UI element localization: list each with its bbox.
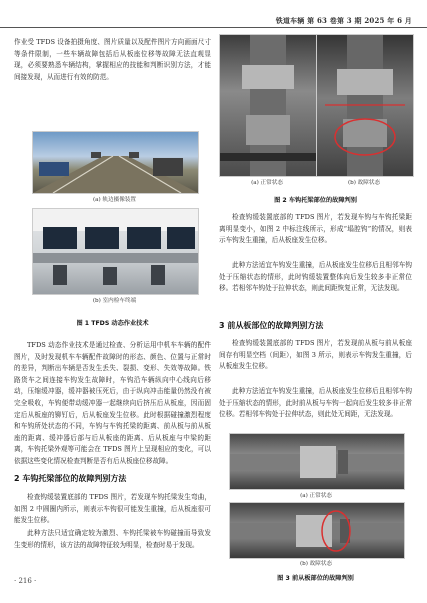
fig2b-coupler-illustration bbox=[317, 35, 413, 176]
fig2a-subcaption: (a) 正常状态 bbox=[251, 180, 283, 186]
paragraph-tfds-technique: TFDS 动态作业技术是通过检查、分析运用中机车车辆的配件图片，及时发现机车车辆配件故障时的形态、颜色、位置与正常时的差异，判断出车辆是否发生丢失、裂损、变形、失效等故障。铁路货车之间连接车钩发生故障时，车钩沿车辆纵向中心线向后移动，压缩缓冲器，缓冲器被压死后，由于纵向冲击能量仍然没有被完全吸收，车钩便带动缓冲器一起继续向后挤压后从板座，因而固定后从板座的铆钉后，后从板座发生位移。此时根据碰撞激烈程度和车钩所处状态的不同，车钩与车钩托梁的距离、前从板与前从板座的距离、缓冲器后部与后从板座的距离、后从板座与中梁的距离，车钩托梁外观等可能会在 TFDS 图片上呈现相应的变化，可以依据这些变化情况检查判断是否有后从板座位移故障。 bbox=[14, 341, 211, 465]
fig2-caption: 图 2 车钩托梁部位的故障判别 bbox=[274, 197, 357, 204]
fig3b-subcaption: (b) 故障状态 bbox=[299, 561, 333, 567]
section-2-heading: 2 车钩托梁部位的故障判别方法 bbox=[14, 474, 127, 483]
paragraph-sec2-d: 此种方法适宜车钩发生重撞，后从板座发生位移后且相邻车钩处于压缩状态的情形，此时钩缓装置整体向后发生较多非正常位移。若相邻车钩处于拉伸状态，则此间距恢复正常，无法发现。 bbox=[219, 261, 412, 293]
fig2b-subcaption: (b) 故障状态 bbox=[347, 180, 381, 186]
header-rule bbox=[0, 27, 427, 28]
fig1a-trackside-camera-photo bbox=[32, 131, 199, 194]
paragraph-sec2-b: 此种方法只适宜确定较为激烈、车钩托梁被车钩碰撞而导致发生变形的情形，该方法的故障特征较为明显，检查时易于发现。 bbox=[14, 529, 211, 549]
fig3a-subcaption: (a) 正常状态 bbox=[300, 493, 332, 499]
fig1b-indoor-terminal-photo bbox=[32, 208, 199, 295]
fig3-caption: 图 3 前从板部位的故障判别 bbox=[277, 575, 354, 582]
fig1-caption: 图 1 TFDS 动态作业技术 bbox=[76, 320, 149, 327]
fig1b-subcaption: (b) 室内检车终端 bbox=[92, 298, 137, 304]
fig2a-normal-photo bbox=[219, 34, 317, 177]
page-number: · 216 · bbox=[14, 577, 37, 585]
fig3a-draft-gear-illustration bbox=[230, 434, 404, 489]
fig2a-coupler-illustration bbox=[220, 35, 316, 176]
fig2b-fault-photo bbox=[316, 34, 414, 177]
trackside-scene-illustration bbox=[33, 132, 198, 193]
fig3b-draft-gear-illustration bbox=[230, 503, 404, 558]
paragraph-sec2-c: 检查钩缓装置底部的 TFDS 图片，若发现车钩与车钩托梁距离明显变小，如图 2 中标注线所示，形成“塌腔钩”的情况，则表示车钩发生重撞，后从板座发生位移。 bbox=[219, 213, 412, 245]
fig3a-normal-photo bbox=[229, 433, 405, 490]
indoor-terminal-illustration bbox=[33, 209, 198, 294]
section-3-heading: 3 前从板部位的故障判别方法 bbox=[219, 321, 324, 330]
running-head: 铁道车辆 第 63 卷第 3 期 2025 年 6 月 bbox=[275, 16, 412, 25]
paragraph-sec3-b: 此种方法适宜车钩发生重撞，后从板座发生位移后且相邻车钩处于压缩状态的情形，此时前从板与车钩一起向后发生较多非正常位移。若相邻车钩处于拉伸状态，则此处无间距，无法发现。 bbox=[219, 387, 412, 419]
fig3b-fault-photo bbox=[229, 502, 405, 559]
intro-paragraph: 作业受 TFDS 设备拍摄角度、图片质量以及配件图片方向画面尺寸等条件限制，一些车辆故障包括后从板座位移等故障无法直观显现，必须要熟悉车辆结构，掌握相应的技能和判断识别方法，才能间接发现，从而进行有效的防范。 bbox=[14, 38, 211, 81]
paragraph-sec2-a: 检查钩缓装置底部的 TFDS 图片，若发现车钩托梁发生弯曲，如图 2 中圆圈内所示，则表示车钩很可能发生重撞，后从板座很可能发生位移。 bbox=[14, 493, 211, 525]
fig1a-subcaption: (a) 轨边摄像装置 bbox=[92, 197, 137, 203]
paragraph-sec3-a: 检查钩缓装置底部的 TFDS 图片，若发现前从板与前从板座间存有明显空档（间距），如图 3 所示，则表示车钩发生重撞，后从板座发生位移。 bbox=[219, 339, 412, 371]
